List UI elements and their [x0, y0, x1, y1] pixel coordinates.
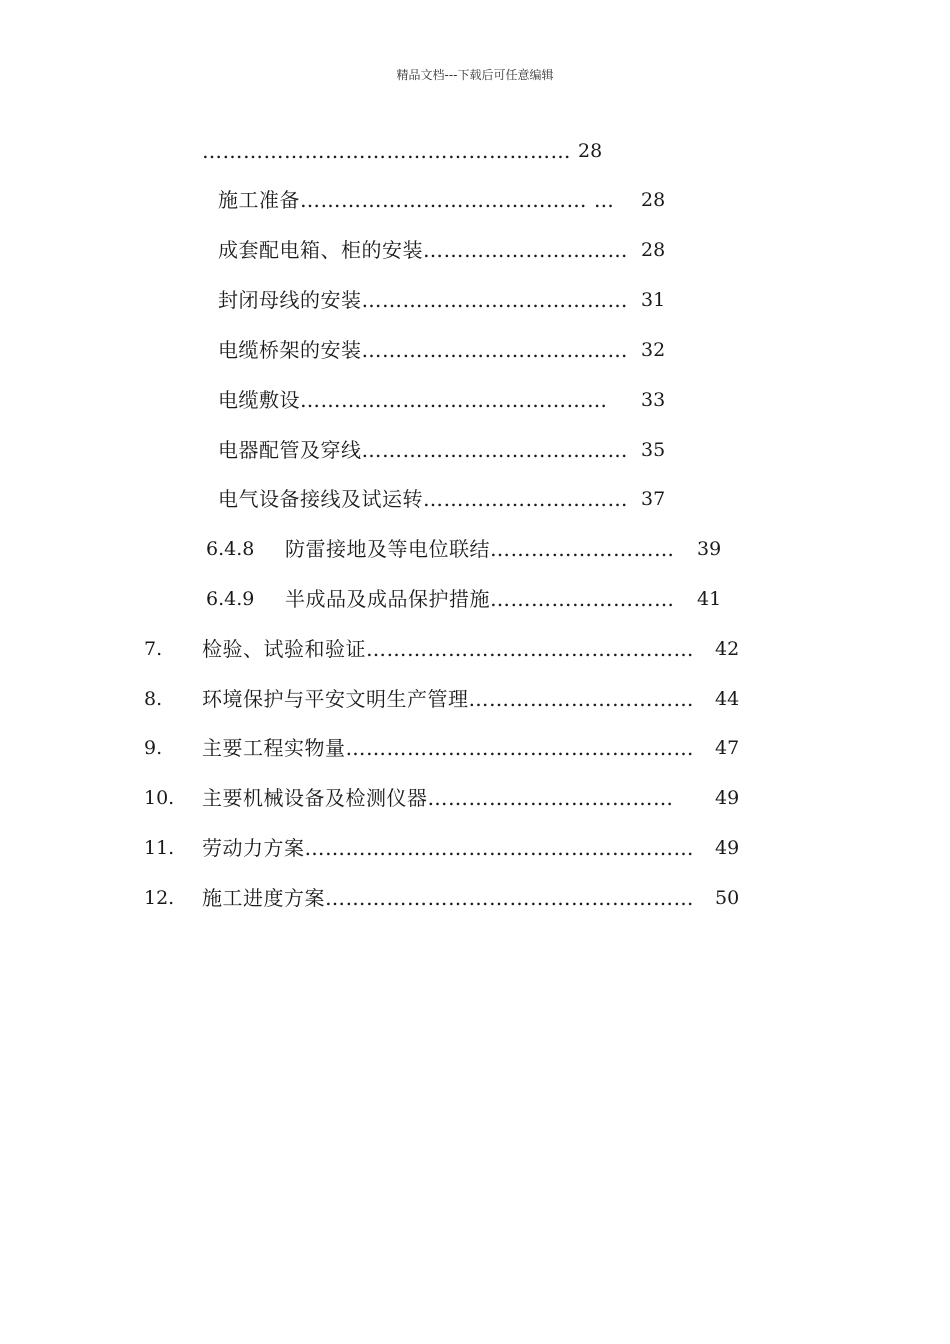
toc-title: 主要机械设备及检测仪器 [202, 786, 428, 810]
toc-page-number: 41 [697, 588, 722, 610]
toc-dots: ………………………………………………… [304, 836, 694, 860]
toc-page-number: 28 [641, 189, 666, 211]
toc-entry[interactable] [202, 735, 694, 761]
toc-page-number: 49 [715, 787, 740, 809]
toc-dots: ……………………… [490, 537, 675, 561]
toc-dots: ……………………… [490, 587, 675, 611]
toc-page-number: 39 [697, 538, 722, 560]
toc-entry[interactable] [202, 835, 694, 861]
toc-title: 劳动力方案 [202, 836, 305, 860]
toc-entry[interactable] [218, 337, 628, 363]
toc-title: 防雷接地及等电位联结 [285, 537, 490, 561]
toc-page-number: 28 [641, 239, 666, 261]
toc-page-number: 44 [715, 688, 740, 710]
toc-section-number: 6.4.9 [206, 588, 255, 610]
toc-dots: ………………………………………… [366, 637, 694, 661]
toc-section-number: 9. [144, 737, 163, 759]
toc-dots: ………………………………… [361, 288, 628, 312]
toc-dots: ………………………………… [361, 438, 628, 462]
toc-dots: …………………………………… … [300, 188, 615, 212]
toc-title: 主要工程实物量 [202, 736, 346, 760]
toc-dots: ……………………………………………… [202, 139, 571, 163]
toc-title: 电器配管及穿线 [218, 438, 362, 462]
toc-page-number: 47 [715, 737, 740, 759]
toc-page-number: 28 [578, 140, 603, 162]
toc-page-number: 42 [715, 638, 740, 660]
toc-dots: ………………………………… [361, 338, 628, 362]
toc-title: 电气设备接线及试运转 [218, 487, 423, 511]
toc-entry[interactable] [218, 486, 628, 512]
toc-section-number: 12. [144, 887, 175, 909]
toc-entry[interactable] [218, 187, 614, 213]
toc-title: 施工进度方案 [202, 886, 325, 910]
toc-title: 检验、试验和验证 [202, 637, 366, 661]
toc-entry[interactable] [218, 237, 628, 263]
toc-section-number: 7. [144, 638, 163, 660]
toc-entry[interactable] [202, 686, 694, 712]
toc-entry[interactable] [202, 785, 674, 811]
toc-page-number: 31 [641, 289, 666, 311]
toc-section-number: 6.4.8 [206, 538, 255, 560]
toc-page-number: 35 [641, 439, 666, 461]
toc-page-number: 50 [715, 887, 740, 909]
toc-page-number: 49 [715, 837, 740, 859]
toc-dots: ………………………… [423, 487, 628, 511]
toc-page-number: 32 [641, 339, 666, 361]
toc-title: 电缆桥架的安装 [218, 338, 362, 362]
toc-entry[interactable] [285, 536, 675, 562]
toc-entry[interactable] [218, 387, 608, 413]
toc-dots: …………………………… [468, 687, 694, 711]
toc-page-number: 33 [641, 389, 666, 411]
toc-entry[interactable] [218, 437, 628, 463]
toc-dots: …………………………………………… [345, 736, 694, 760]
toc-title: 施工准备 [218, 188, 300, 212]
toc-page-number: 37 [641, 488, 666, 510]
toc-title: 半成品及成品保护措施 [285, 587, 490, 611]
page-header: 精品文档---下载后可任意编辑 [396, 68, 554, 82]
toc-entry[interactable] [285, 586, 675, 612]
toc-entry[interactable] [202, 138, 571, 164]
toc-title: 电缆敷设 [218, 388, 300, 412]
toc-dots: ……………………………………………… [325, 886, 694, 910]
toc-title: 环境保护与平安文明生产管理 [202, 687, 469, 711]
toc-dots: ……………………………… [427, 786, 674, 810]
toc-entry[interactable] [202, 885, 694, 911]
toc-entry[interactable] [202, 636, 694, 662]
toc-title: 封闭母线的安装 [218, 288, 362, 312]
toc-section-number: 11. [144, 837, 175, 859]
toc-section-number: 8. [144, 688, 163, 710]
toc-dots: ………………………… [423, 238, 628, 262]
toc-dots: ……………………………………… [300, 388, 608, 412]
toc-entry[interactable] [218, 287, 628, 313]
toc-title: 成套配电箱、柜的安装 [218, 238, 423, 262]
toc-section-number: 10. [144, 787, 175, 809]
